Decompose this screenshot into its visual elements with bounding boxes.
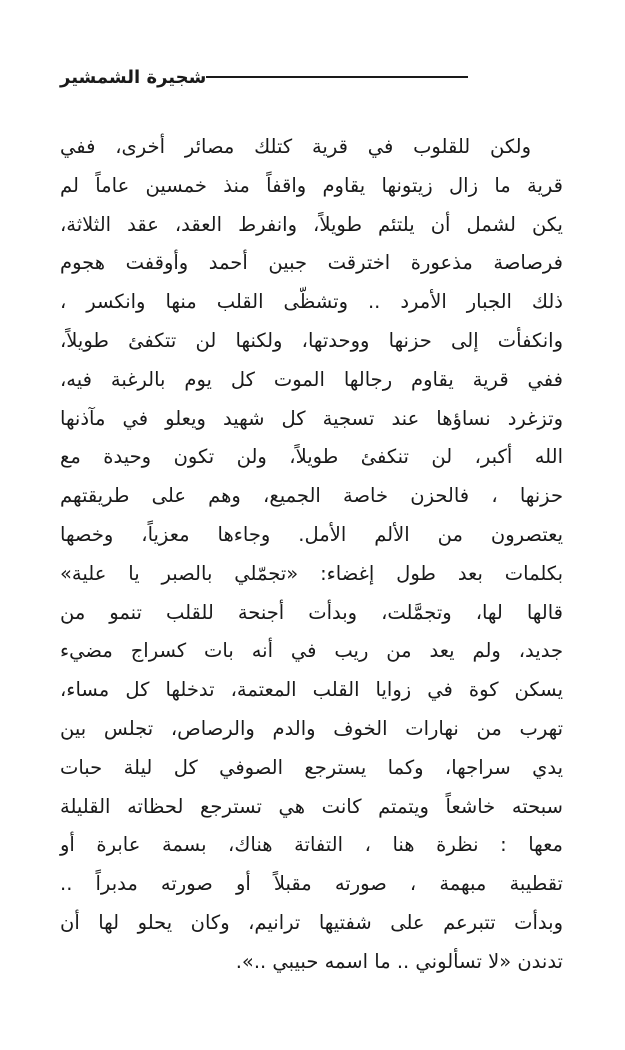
text-line: سبحته خاشعاً ويتمتم كانت هي تسترجع لحظاته القليلة xyxy=(60,794,563,818)
text-line: الله أكبر، لن تنكفئ طويلاً، ولن تكون وحيدة مع xyxy=(60,445,563,469)
text-line: حزنها ، فالحزن خاصة الجميع، وهم على طريقتهم xyxy=(60,484,563,508)
text-line: بكلمات بعد طول إغضاء: «تجمّلي بالصبر يا علية» xyxy=(60,561,563,585)
text-line: ولكن للقلوب في قرية كتلك مصائر أخرى، ففي xyxy=(60,135,531,158)
header-rule xyxy=(206,76,468,78)
text-line: يكن لشمل أن يلتئم طويلاً، وانفرط العقد، عقد الثلاثة، xyxy=(60,212,563,236)
running-header xyxy=(60,62,545,92)
text-line: ففي قرية يقاوم رجالها الموت كل يوم بالرغبة فيه، xyxy=(60,367,563,391)
text-line: تهرب من نهارات الخوف والدم والرصاص، تجلس بين xyxy=(60,716,563,740)
text-line: يعتصرون من الألم الأمل. وجاءها معزياً، وخصها xyxy=(60,522,563,546)
text-line: تقطيبة مبهمة ، صورته مقبلاً أو صورته مدبراً .. xyxy=(60,872,563,896)
text-line: فرصاصة مذعورة اخترقت جبين أحمد وأوقفت هجوم xyxy=(60,251,563,275)
text-line: يدي سراجها، وكما يسترجع الصوفي كل ليلة حبات xyxy=(60,755,563,779)
text-line: معها : نظرة هنا ، التفاتة هناك، بسمة عابرة أو xyxy=(60,833,563,857)
text-line: وانكفأت إلى حزنها ووحدتها، ولكنها لن تتكفئ طويلاً، xyxy=(60,328,563,352)
text-line: قالها لها، وتجمَّلت، وبدأت أجنحة للقلب تنمو من xyxy=(60,600,563,624)
body-paragraph xyxy=(60,128,563,982)
text-line: ذلك الجبار الأمرد .. وتشظّى القلب منها وانكسر ، xyxy=(60,290,563,314)
text-line: قرية ما زال زيتونها يقاوم واقفاً منذ خمسين عاماً لم xyxy=(60,173,563,197)
text-line: جديد، ولم يعد من ريب في أنه بات كسراج مضيء xyxy=(60,639,563,663)
text-line: يسكن كوة في زوايا القلب المعتمة، تدخلها كل مساء، xyxy=(60,678,563,702)
text-line: وتزغرد نساؤها عند تسجية كل شهيد ويعلو في مآذنها xyxy=(60,406,563,430)
text-line: تدندن «لا تسألوني .. ما اسمه حبيبي ..». xyxy=(235,949,563,973)
chapter-title: شجيرة الشمشير xyxy=(60,66,207,88)
text-line: وبدأت تتبرعم على شفتيها ترانيم، وكان يحلو لها أن xyxy=(60,910,563,934)
